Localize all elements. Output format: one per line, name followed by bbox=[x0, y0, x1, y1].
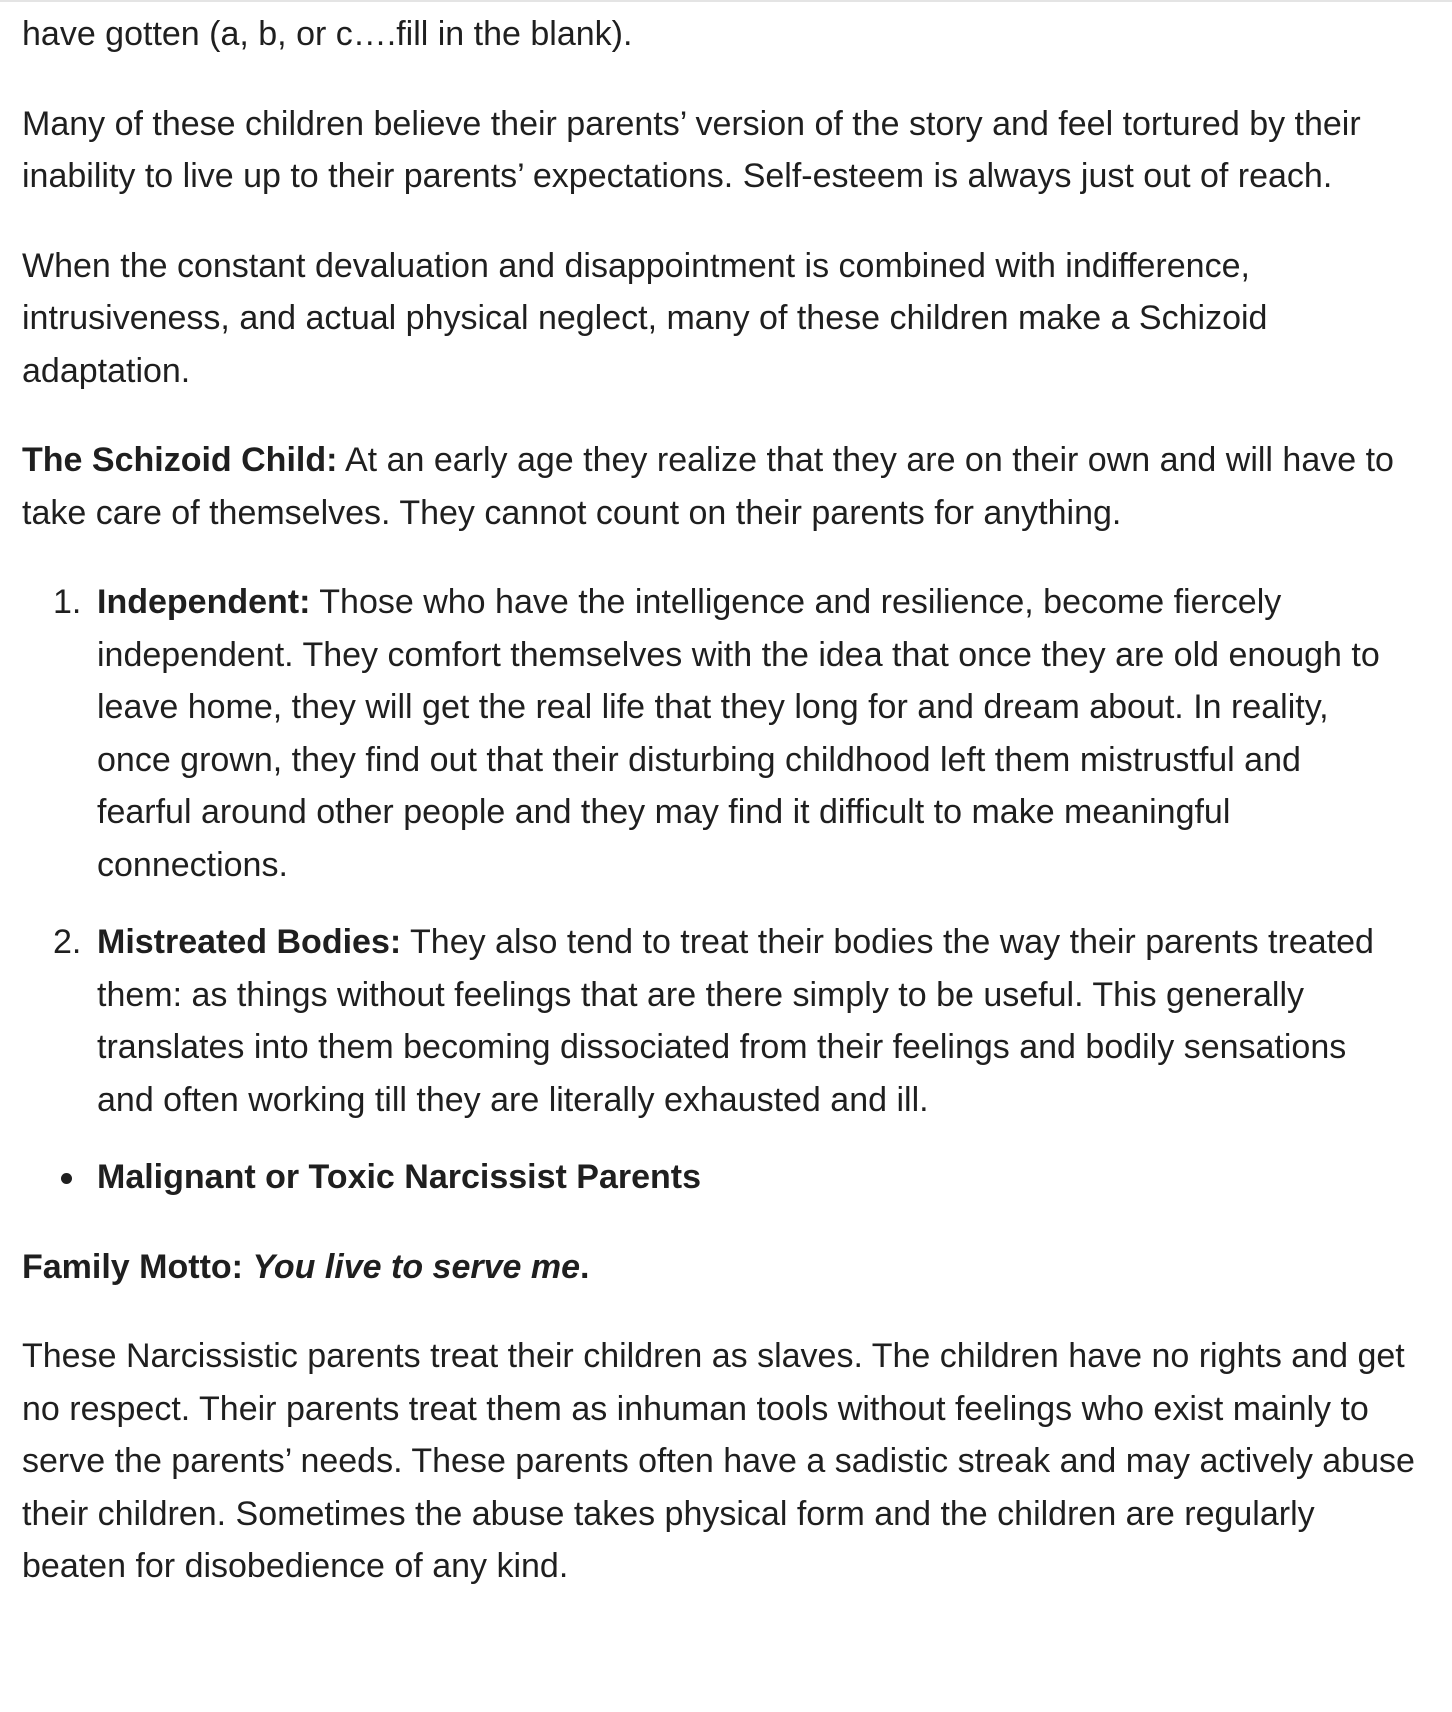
family-motto bbox=[22, 1241, 1427, 1294]
list-number: 1. bbox=[53, 583, 82, 621]
schizoid-child-label: The Schizoid Child: bbox=[22, 441, 338, 479]
paragraph-fill-in-blank: have gotten (a, b, or c….fill in the blank). bbox=[22, 15, 633, 53]
paragraph-schizoid-child bbox=[22, 434, 1427, 539]
list-item-independent bbox=[53, 576, 1387, 891]
schizoid-child-text: At an early age they realize that they are on their own and will have to take care of themselves. They cannot count on their parents for anything. bbox=[22, 441, 1394, 532]
bullet-item-toxic-narcissist bbox=[97, 1151, 1427, 1204]
list-item-label: Mistreated Bodies: bbox=[97, 923, 402, 961]
list-item-label: Independent: bbox=[97, 583, 311, 621]
section-bullet-list bbox=[22, 1151, 1427, 1204]
page-top-border bbox=[0, 0, 1452, 2]
list-item-text: They also tend to treat their bodies the way their parents treated them: as things without feelings that are there simply to be useful. This generally translates into them becoming dissociated from their feelings and bodily sensations and often working till they are literally exhausted and ill. bbox=[97, 923, 1374, 1119]
list-number: 2. bbox=[53, 923, 82, 961]
paragraph-schizoid-adaptation: When the constant devaluation and disappointment is combined with indifference, intrusiveness, and actual physical neglect, many of these children make a Schizoid adaptation. bbox=[22, 246, 1268, 390]
bullet-item-text: Malignant or Toxic Narcissist Parents bbox=[97, 1158, 701, 1196]
list-item-text: Those who have the intelligence and resilience, become fiercely independent. They comfort themselves with the idea that once they are old enough to leave home, they will get the real life that they long for and dream about. In reality, once grown, they find out that their disturbing childhood left them mistrustful and fearful around other people and they may find it difficult to make meaningful connections. bbox=[97, 583, 1380, 884]
family-motto-value: You live to serve me bbox=[252, 1247, 580, 1286]
list-item-mistreated-bodies bbox=[53, 916, 1387, 1126]
bullet-dot-icon bbox=[61, 1173, 72, 1184]
paragraph-believe-parents: Many of these children believe their parents’ version of the story and feel tortured by their inability to live up to their parents’ expectations. Self-esteem is always just out of reach. bbox=[22, 104, 1361, 195]
schizoid-traits-list bbox=[22, 576, 1387, 1126]
article-body bbox=[22, 8, 1427, 1630]
family-motto-period: . bbox=[580, 1247, 590, 1286]
paragraph-narcissistic-parents: These Narcissistic parents treat their children as slaves. The children have no rights and get no respect. Their parents treat them as inhuman tools without feelings who exist mainly to serve the parents’ needs. These parents often have a sadistic streak and may actively abuse their children. Sometimes the abuse takes physical form and the children are regularly beaten for disobedience of any kind. bbox=[22, 1337, 1415, 1585]
family-motto-label: Family Motto: bbox=[22, 1247, 253, 1286]
